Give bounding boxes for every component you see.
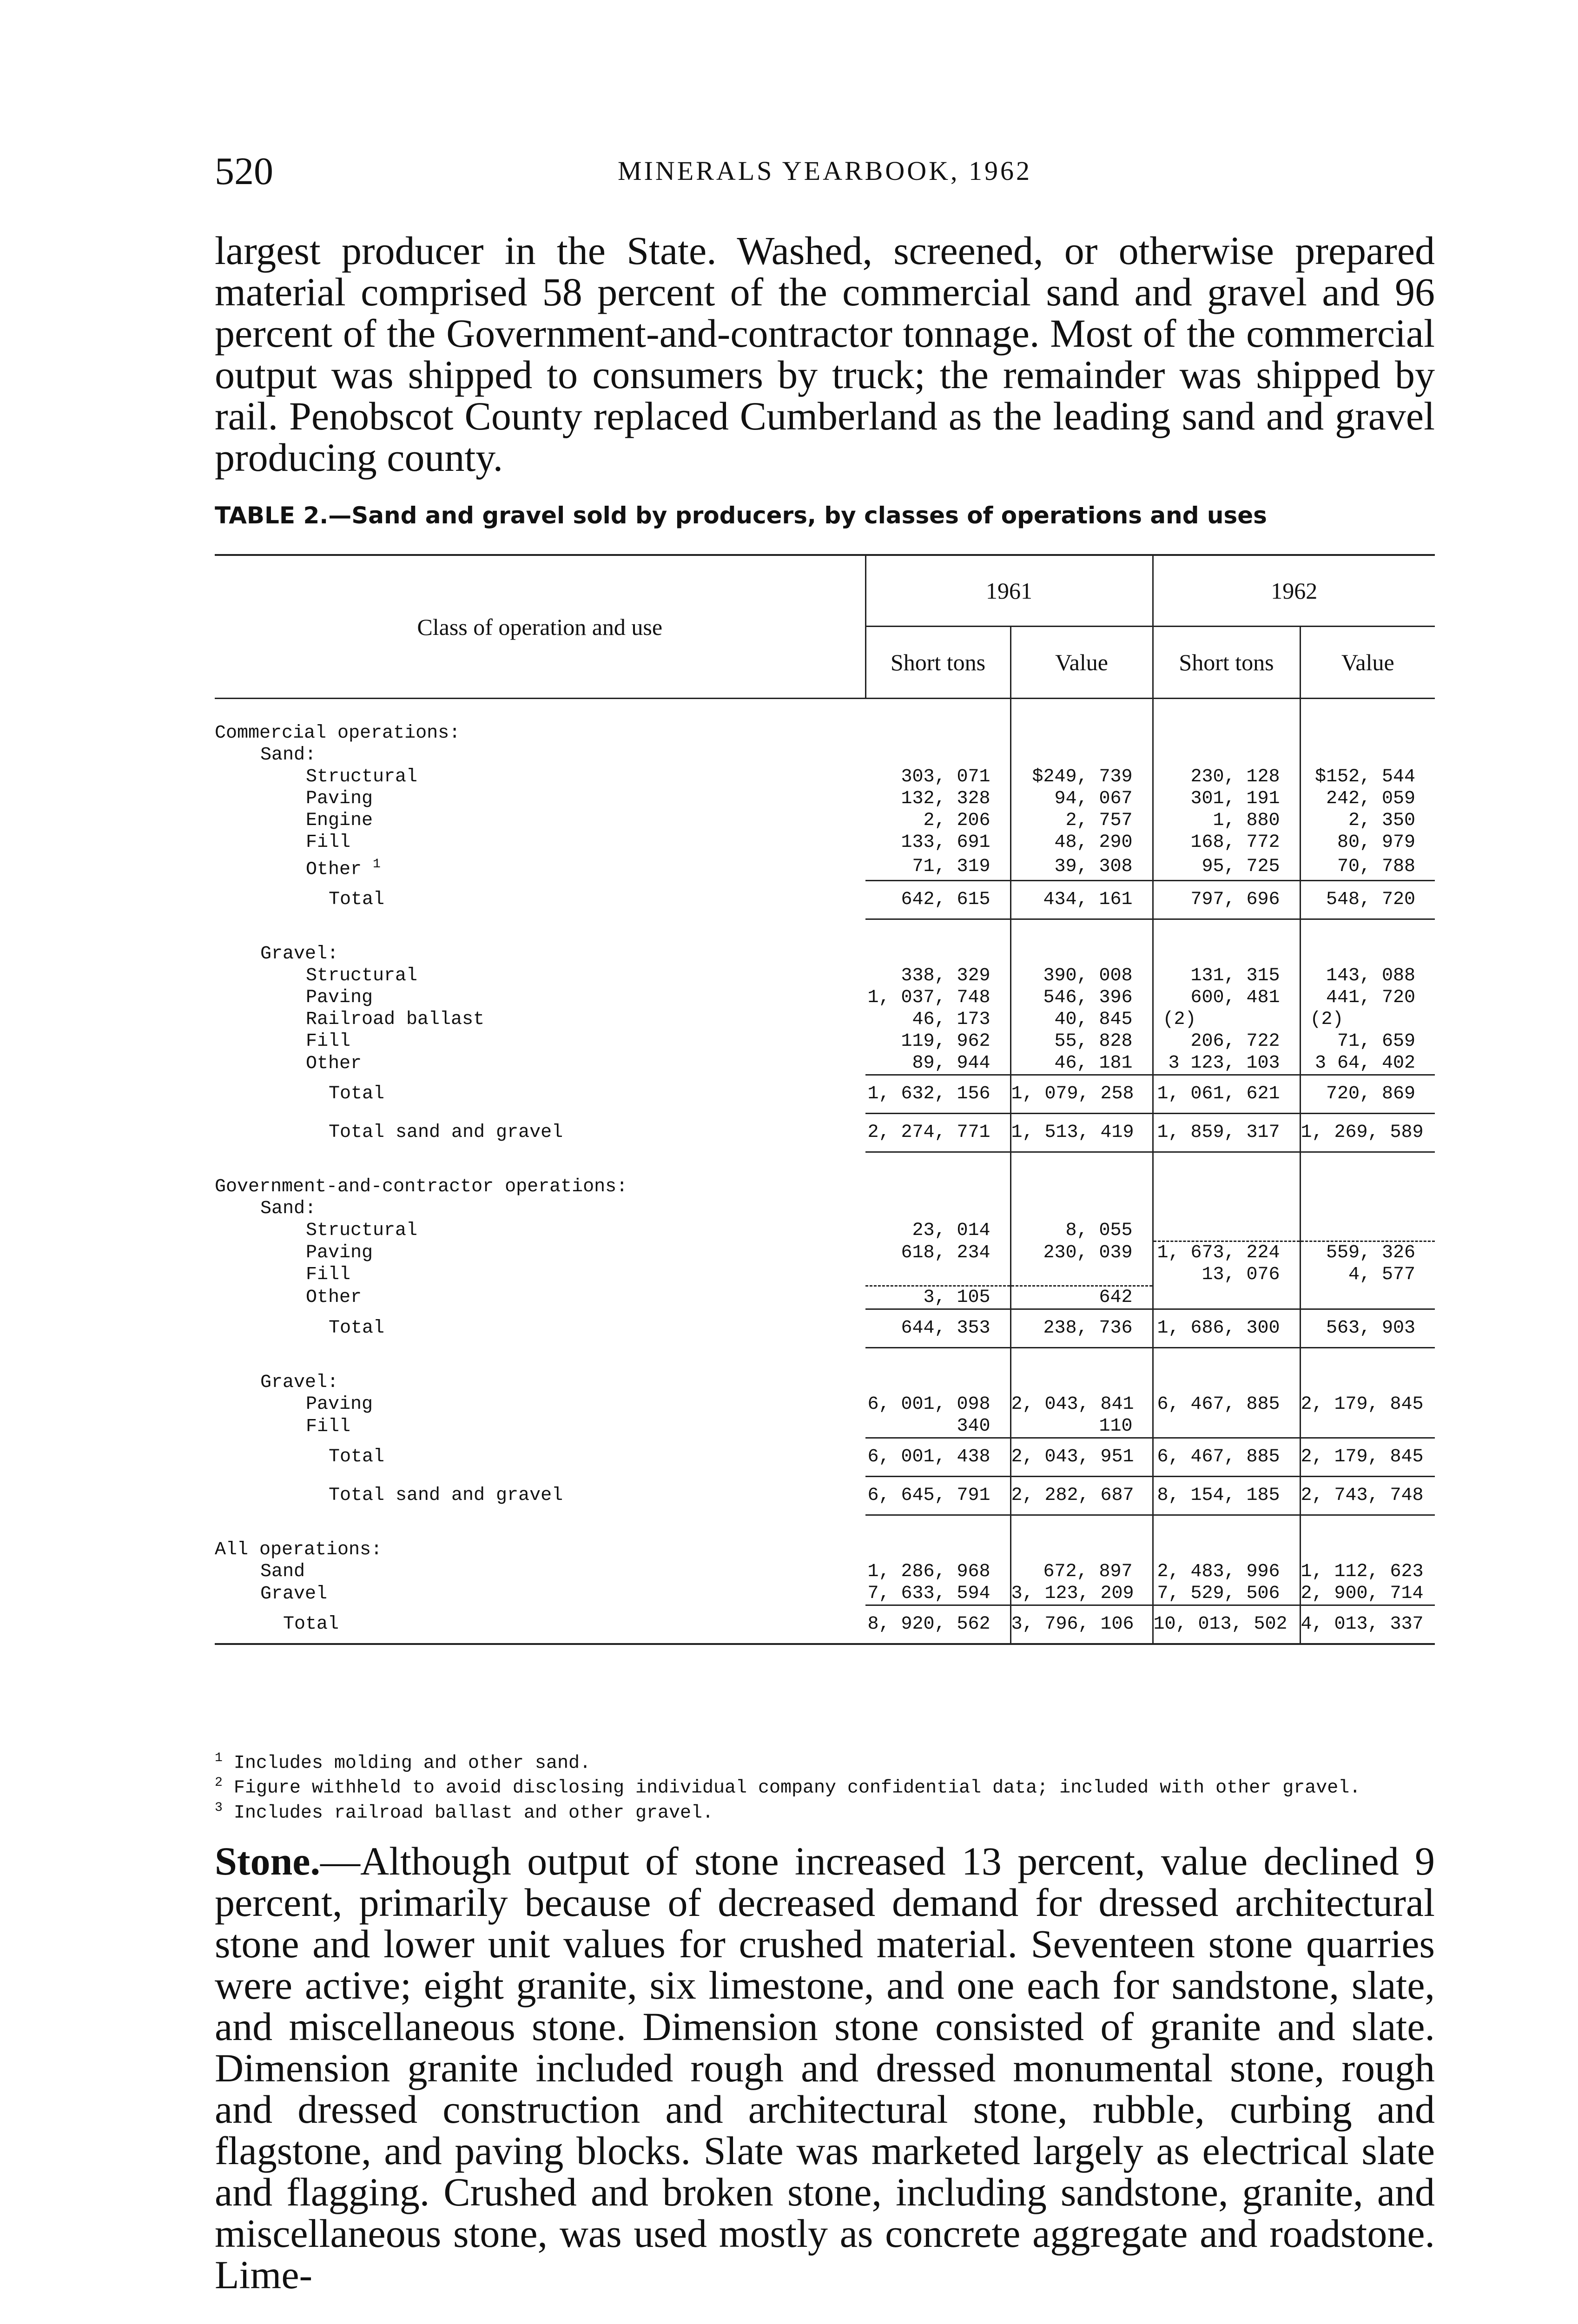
cell-value-1962: 559, 326 xyxy=(1326,1242,1415,1264)
cell-short-tons-1961: 618, 234 xyxy=(865,1241,1010,1264)
cell-short-tons-1961: 303, 071 xyxy=(865,766,1010,788)
table-row-grand-total xyxy=(215,1476,1435,1515)
cell-short-tons-1961: 6, 645, 791 xyxy=(865,1476,1010,1515)
cell-short-tons-1962: 301, 191 xyxy=(1153,788,1300,810)
paragraph-stone-text: —Although output of stone increased 13 percent, value declined 9 percent, primarily because of decreased demand for dressed architectural stone and lower unit values for crushed material. Seventeen stone quarries were active; eight granite, six limestone, and one each for sandstone, slate, and miscellaneous stone. Dimension stone consisted of granite and slate. Dimension granite included rough and dressed monumental stone, rough and dressed construction and architectural stone, rubble, curbing and flagstone, and paving blocks. Slate was marketed largely as electrical slate and flagging. Crushed and broken stone, including sandstone, granite, and miscellaneous stone, was used mostly as concrete aggregate and roadstone. Lime- xyxy=(215,1839,1435,2297)
row-label: Government-and-contractor operations: xyxy=(215,1176,628,1197)
cell-value-1962: $152, 544 xyxy=(1314,766,1415,787)
cell-value-1961: 110 xyxy=(1010,1415,1153,1438)
row-label: Total xyxy=(329,1446,385,1468)
cell-value-1962 xyxy=(1300,1220,1435,1241)
row-label: Fill xyxy=(306,832,351,853)
cell-value-1962: 2, 900, 714 xyxy=(1301,1583,1424,1604)
table-row-total xyxy=(215,1438,1435,1476)
table-row xyxy=(215,1264,1435,1286)
col-header-short-tons-1961: Short tons xyxy=(865,627,1010,699)
cell-short-tons-1961: 7, 633, 594 xyxy=(865,1583,1010,1605)
cell-value-1962: 2, 743, 748 xyxy=(1300,1476,1435,1515)
row-label: Total sand and gravel xyxy=(329,1485,563,1506)
table-row-grand-total xyxy=(215,1605,1435,1644)
cell-value-1962: 3 64, 402 xyxy=(1314,1052,1415,1074)
cell-short-tons-1961: 89, 944 xyxy=(865,1052,1010,1075)
paragraph-intro: largest producer in the State. Washed, screened, or otherwise prepared material comprised 58 percent of the commercial sand and gravel and 96 percent of the Government-and-contractor tonnage. Most of the commercial output was shipped to consumers by truck; the remainder was shipped by rail. Penobscot County replaced Cumberland as the leading sand and gravel producing county. xyxy=(215,228,1435,480)
cell-value-1961 xyxy=(1010,1264,1153,1286)
row-label: Total xyxy=(329,1083,385,1105)
cell-value-1962: 2, 179, 845 xyxy=(1300,1438,1435,1476)
row-label: Commercial operations: xyxy=(215,723,461,744)
cell-value-1962: 2, 179, 845 xyxy=(1301,1393,1424,1415)
col-header-value-1962: Value xyxy=(1300,627,1435,699)
sand-gravel-table xyxy=(215,554,1435,1645)
table-row-total xyxy=(215,1309,1435,1347)
cell-value-1961: 39, 308 xyxy=(1010,853,1153,880)
cell-value-1962: (2) xyxy=(1310,1009,1344,1030)
table-footnotes xyxy=(215,1749,1435,1823)
row-label: Total sand and gravel xyxy=(329,1122,563,1143)
row-label: Engine xyxy=(306,810,373,831)
paragraph-stone xyxy=(215,1841,1435,2296)
table-caption: TABLE 2.—Sand and gravel sold by producers, by classes of operations and uses xyxy=(215,502,1267,529)
page-header xyxy=(215,149,1435,205)
cell-value-1961: 230, 039 xyxy=(1010,1241,1153,1264)
col-header-value-1961: Value xyxy=(1010,627,1153,699)
cell-value-1962 xyxy=(1300,1415,1435,1438)
footnote-mark: 2 xyxy=(215,1776,223,1790)
cell-value-1961: $249, 739 xyxy=(1010,766,1153,788)
cell-short-tons-1961: 644, 353 xyxy=(865,1309,1010,1347)
cell-short-tons-1962: 2, 483, 996 xyxy=(1153,1561,1300,1583)
cell-short-tons-1962: 1, 880 xyxy=(1153,810,1300,832)
cell-value-1961: 1, 079, 258 xyxy=(1010,1075,1153,1113)
cell-short-tons-1961: 46, 173 xyxy=(865,1009,1010,1030)
table-row-total xyxy=(215,880,1435,919)
cell-value-1961: 434, 161 xyxy=(1010,880,1153,919)
cell-short-tons-1961: 71, 319 xyxy=(865,853,1010,880)
col-header-short-tons-1962: Short tons xyxy=(1153,627,1300,699)
cell-value-1962: 563, 903 xyxy=(1300,1309,1435,1347)
cell-short-tons-1961: 340 xyxy=(865,1415,1010,1438)
stub-header: Class of operation and use xyxy=(215,555,865,699)
footnote-text: Includes railroad ballast and other gravel. xyxy=(233,1802,713,1823)
row-label: Structural xyxy=(306,965,418,986)
cell-short-tons-1961: 1, 286, 968 xyxy=(865,1561,1010,1583)
cell-value-1962: 80, 979 xyxy=(1337,832,1415,853)
footnote xyxy=(215,1773,1435,1798)
table-row xyxy=(215,1561,1435,1583)
cell-value-1962: 2, 350 xyxy=(1348,810,1415,831)
footnote-text: Includes molding and other sand. xyxy=(233,1753,591,1774)
cell-value-1962: 242, 059 xyxy=(1326,788,1415,809)
table-row xyxy=(215,1220,1435,1241)
cell-value-1961: 3, 123, 209 xyxy=(1010,1583,1153,1605)
cell-value-1962: 720, 869 xyxy=(1300,1075,1435,1113)
row-label: Fill xyxy=(306,1264,351,1286)
table-row xyxy=(215,766,1435,788)
sand-gravel-table-wrap xyxy=(215,554,1435,1645)
cell-value-1962: 71, 659 xyxy=(1337,1030,1415,1052)
table-row xyxy=(215,943,1435,965)
cell-short-tons-1961: 3, 105 xyxy=(865,1286,1010,1309)
cell-value-1961: 390, 008 xyxy=(1010,965,1153,987)
table-row xyxy=(215,1176,1435,1198)
cell-value-1962: 441, 720 xyxy=(1326,987,1415,1008)
cell-value-1962: 1, 269, 589 xyxy=(1300,1113,1435,1152)
row-label: Gravel xyxy=(260,1583,328,1604)
cell-short-tons-1961: 23, 014 xyxy=(865,1220,1010,1241)
cell-short-tons-1961: 2, 274, 771 xyxy=(865,1113,1010,1152)
row-label: Sand: xyxy=(260,745,317,766)
row-label: Paving xyxy=(306,1393,373,1415)
row-label: Total xyxy=(329,889,385,911)
year-header-1961: 1961 xyxy=(865,555,1153,627)
cell-short-tons-1962: 3 123, 103 xyxy=(1153,1052,1300,1075)
cell-value-1962: 4, 013, 337 xyxy=(1300,1605,1435,1644)
cell-short-tons-1962 xyxy=(1153,1415,1300,1438)
table-row-total xyxy=(215,1075,1435,1113)
cell-short-tons-1962: 1, 061, 621 xyxy=(1153,1075,1300,1113)
table-row-grand-total xyxy=(215,1113,1435,1152)
cell-short-tons-1962: 8, 154, 185 xyxy=(1153,1476,1300,1515)
table-row xyxy=(215,1539,1435,1561)
table-row xyxy=(215,1393,1435,1415)
row-label: Structural xyxy=(306,766,418,787)
row-label: Paving xyxy=(306,987,373,1008)
cell-short-tons-1961: 1, 632, 156 xyxy=(865,1075,1010,1113)
table-row xyxy=(215,1198,1435,1220)
table-row xyxy=(215,722,1435,744)
row-label: All operations: xyxy=(215,1539,383,1560)
row-label: Railroad ballast xyxy=(306,1009,485,1030)
table-row xyxy=(215,832,1435,853)
table-row xyxy=(215,1415,1435,1438)
row-label: Fill xyxy=(306,1416,351,1437)
cell-short-tons-1962: 1, 859, 317 xyxy=(1153,1113,1300,1152)
table-row xyxy=(215,853,1435,880)
cell-value-1961: 672, 897 xyxy=(1010,1561,1153,1583)
cell-short-tons-1961: 8, 920, 562 xyxy=(865,1605,1010,1644)
row-label: Fill xyxy=(306,1030,351,1052)
cell-short-tons-1962: 1, 673, 224 xyxy=(1153,1241,1300,1264)
footnote-mark: 3 xyxy=(215,1800,223,1815)
cell-short-tons-1962: 600, 481 xyxy=(1153,987,1300,1009)
cell-short-tons-1962: 1, 686, 300 xyxy=(1153,1309,1300,1347)
footnote xyxy=(215,1798,1435,1823)
row-label: Sand xyxy=(260,1561,305,1582)
cell-short-tons-1962 xyxy=(1153,1286,1300,1309)
cell-value-1961: 40, 845 xyxy=(1010,1009,1153,1030)
cell-short-tons-1961: 132, 328 xyxy=(865,788,1010,810)
cell-value-1962 xyxy=(1300,1286,1435,1309)
cell-value-1962: 4, 577 xyxy=(1348,1264,1415,1286)
running-head: MINERALS YEARBOOK, 1962 xyxy=(617,156,1032,186)
cell-short-tons-1962: 7, 529, 506 xyxy=(1153,1583,1300,1605)
row-label: Structural xyxy=(306,1220,418,1241)
cell-value-1961: 1, 513, 419 xyxy=(1010,1113,1153,1152)
year-header-1962: 1962 xyxy=(1153,555,1435,627)
table-row xyxy=(215,1052,1435,1075)
cell-value-1961: 642 xyxy=(1010,1286,1153,1309)
cell-short-tons-1961: 6, 001, 098 xyxy=(865,1393,1010,1415)
cell-value-1962: 143, 088 xyxy=(1326,965,1415,986)
row-label: Sand: xyxy=(260,1198,317,1219)
row-label: Total xyxy=(215,1605,865,1644)
cell-short-tons-1961: 6, 001, 438 xyxy=(865,1438,1010,1476)
table-row xyxy=(215,1241,1435,1264)
cell-short-tons-1961 xyxy=(865,1264,1010,1286)
footnote-mark: 1 xyxy=(215,1751,223,1765)
cell-short-tons-1961: 1, 037, 748 xyxy=(865,987,1010,1009)
cell-value-1962: 548, 720 xyxy=(1300,880,1435,919)
cell-short-tons-1962 xyxy=(1153,1220,1300,1241)
table-row xyxy=(215,1009,1435,1030)
cell-value-1962: 70, 788 xyxy=(1337,856,1415,877)
cell-value-1961: 8, 055 xyxy=(1010,1220,1153,1241)
row-label: Gravel: xyxy=(260,943,339,964)
cell-short-tons-1962: 168, 772 xyxy=(1153,832,1300,853)
cell-short-tons-1962: 230, 128 xyxy=(1153,766,1300,788)
cell-value-1961: 46, 181 xyxy=(1010,1052,1153,1075)
cell-value-1961: 2, 757 xyxy=(1010,810,1153,832)
cell-value-1961: 2, 043, 951 xyxy=(1010,1438,1153,1476)
cell-short-tons-1962: 13, 076 xyxy=(1153,1264,1300,1286)
footnote-ref: 1 xyxy=(373,857,381,872)
table-row xyxy=(215,810,1435,832)
table-row xyxy=(215,987,1435,1009)
cell-short-tons-1962: 95, 725 xyxy=(1153,853,1300,880)
cell-short-tons-1961: 338, 329 xyxy=(865,965,1010,987)
table-row xyxy=(215,965,1435,987)
row-label: Paving xyxy=(306,788,373,809)
cell-value-1961: 2, 043, 841 xyxy=(1010,1393,1153,1415)
cell-short-tons-1961: 133, 691 xyxy=(865,832,1010,853)
row-label: Other xyxy=(306,1053,362,1074)
cell-value-1961: 546, 396 xyxy=(1010,987,1153,1009)
run-in-heading: Stone. xyxy=(215,1839,320,1883)
cell-short-tons-1961: 642, 615 xyxy=(865,880,1010,919)
row-label: Total xyxy=(329,1318,385,1339)
cell-value-1962: 1, 112, 623 xyxy=(1301,1561,1424,1582)
table-row xyxy=(215,788,1435,810)
table-row xyxy=(215,1372,1435,1393)
cell-short-tons-1962: (2) xyxy=(1153,1009,1300,1030)
cell-short-tons-1962: 206, 722 xyxy=(1153,1030,1300,1052)
cell-short-tons-1961: 119, 962 xyxy=(865,1030,1010,1052)
cell-value-1961: 55, 828 xyxy=(1010,1030,1153,1052)
cell-value-1961: 2, 282, 687 xyxy=(1010,1476,1153,1515)
row-label-text: Other xyxy=(306,859,362,880)
row-label: Other xyxy=(306,1287,362,1308)
table-row xyxy=(215,1030,1435,1052)
table-row xyxy=(215,1583,1435,1605)
cell-short-tons-1962: 6, 467, 885 xyxy=(1153,1438,1300,1476)
table-row xyxy=(215,1286,1435,1309)
cell-short-tons-1962: 131, 315 xyxy=(1153,965,1300,987)
cell-value-1961: 94, 067 xyxy=(1010,788,1153,810)
page-number: 520 xyxy=(215,150,273,193)
cell-short-tons-1962: 797, 696 xyxy=(1153,880,1300,919)
cell-value-1961: 48, 290 xyxy=(1010,832,1153,853)
footnote-text: Figure withheld to avoid disclosing individual company confidential data; included with other gravel. xyxy=(233,1777,1361,1799)
table-row xyxy=(215,744,1435,766)
cell-short-tons-1962: 6, 467, 885 xyxy=(1153,1393,1300,1415)
row-label xyxy=(215,853,865,880)
cell-short-tons-1961: 2, 206 xyxy=(865,810,1010,832)
cell-value-1961: 3, 796, 106 xyxy=(1010,1605,1153,1644)
row-label: Paving xyxy=(306,1242,373,1263)
cell-short-tons-1962: 10, 013, 502 xyxy=(1153,1605,1300,1644)
footnote xyxy=(215,1749,1435,1773)
cell-value-1961: 238, 736 xyxy=(1010,1309,1153,1347)
row-label: Gravel: xyxy=(260,1372,339,1393)
